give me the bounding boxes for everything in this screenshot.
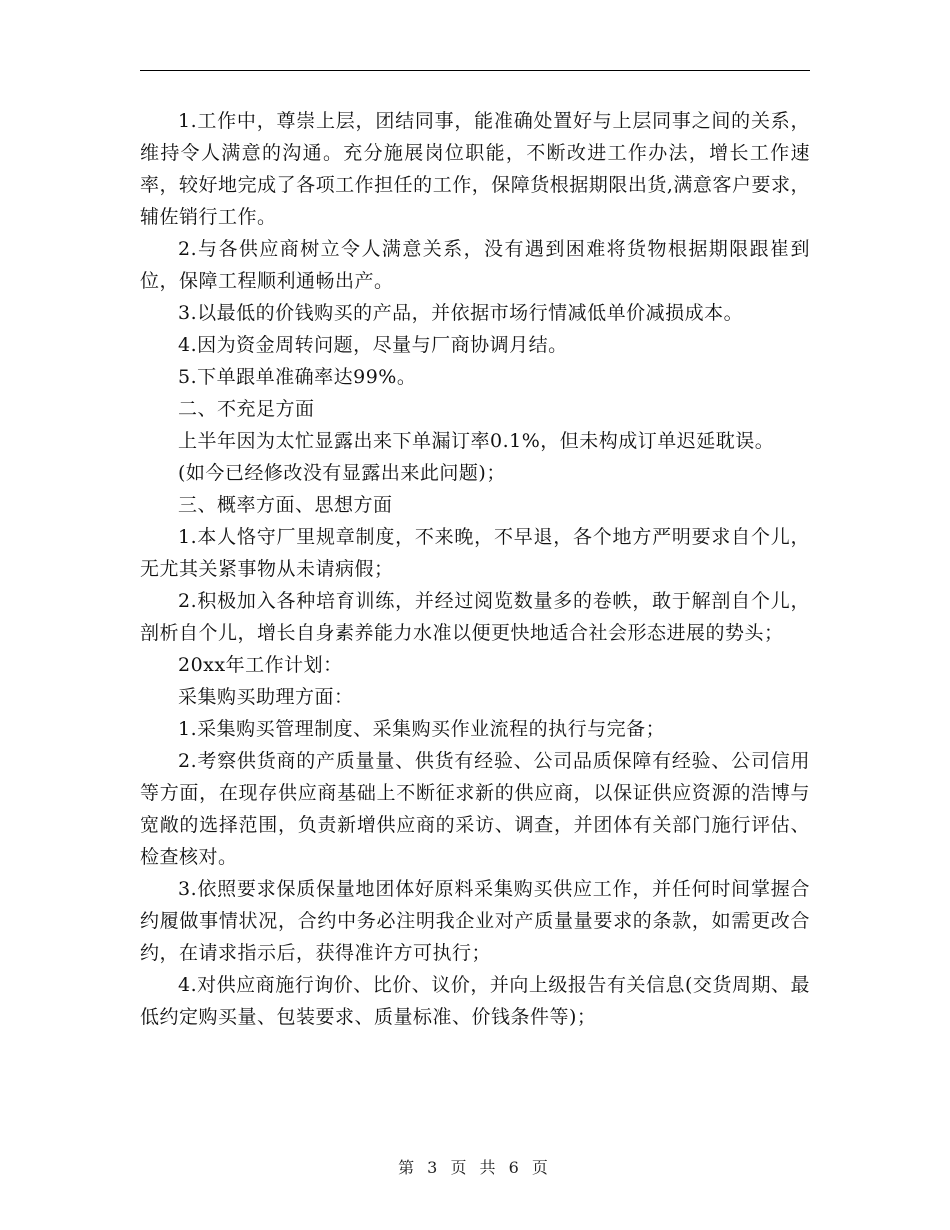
section-heading: 采集购买助理方面： — [178, 686, 354, 708]
paragraph: 2.考察供货商的产质量量、供货有经验、公司品质保障有经验、公司信用等方面，在现存供应商基础上不断征求新的供应商，以保证供应资源的浩博与宽敞的选择范围，负责新增供应商的采访、调查，并团体有关部门施行评估、检查核对。 — [140, 750, 810, 868]
section-heading: 三、概率方面、思想方面 — [178, 494, 393, 516]
paragraph: 3.以最低的价钱购买的产品，并依据市场行情减低单价减损成本。 — [178, 302, 744, 324]
paragraph: 4.对供应商施行询价、比价、议价，并向上级报告有关信息(交货周期、最低约定购买量、包装要求、质量标准、价钱条件等)； — [140, 974, 810, 1028]
paragraph: 2.积极加入各种培育训练，并经过阅览数量多的卷帙，敢于解剖自个儿，剖析自个儿，增长自身素养能力水准以便更快地适合社会形态进展的势头； — [140, 590, 810, 644]
paragraph: 1.工作中，尊崇上层，团结同事，能准确处置好与上层同事之间的关系，维持令人满意的沟通。充分施展岗位职能，不断改进工作办法，增长工作速率，较好地完成了各项工作担任的工作，保障货根据期限出货,满意客户要求，辅佐销行工作。 — [140, 110, 810, 228]
paragraph: 4.因为资金周转问题，尽量与厂商协调月结。 — [178, 334, 568, 356]
section-heading: 二、不充足方面 — [178, 398, 315, 420]
paragraph: 2.与各供应商树立令人满意关系，没有遇到困难将货物根据期限跟崔到位，保障工程顺利通畅出产。 — [140, 238, 810, 292]
header-rule — [140, 70, 810, 71]
paragraph: (如今已经修改没有显露出来此问题)； — [178, 462, 506, 484]
section-heading: 20xx年工作计划： — [178, 654, 343, 676]
paragraph: 1.本人恪守厂里规章制度，不来晚，不早退，各个地方严明要求自个儿，无尤其关紧事物从未请病假； — [140, 526, 810, 580]
page-number: 第 3 页 共 6 页 — [398, 1158, 552, 1177]
paragraph: 1.采集购买管理制度、采集购买作业流程的执行与完备； — [178, 718, 666, 740]
paragraph: 上半年因为太忙显露出来下单漏订率0.1%，但未构成订单迟延耽误。 — [178, 430, 775, 452]
paragraph: 3.依照要求保质保量地团体好原料采集购买供应工作，并任何时间掌握合约履做事情状况，合约中务必注明我企业对产质量量要求的条款，如需更改合约，在请求指示后，获得准许方可执行； — [140, 878, 810, 964]
document-body — [140, 105, 810, 1033]
paragraph: 5.下单跟单准确率达99%。 — [178, 366, 417, 388]
